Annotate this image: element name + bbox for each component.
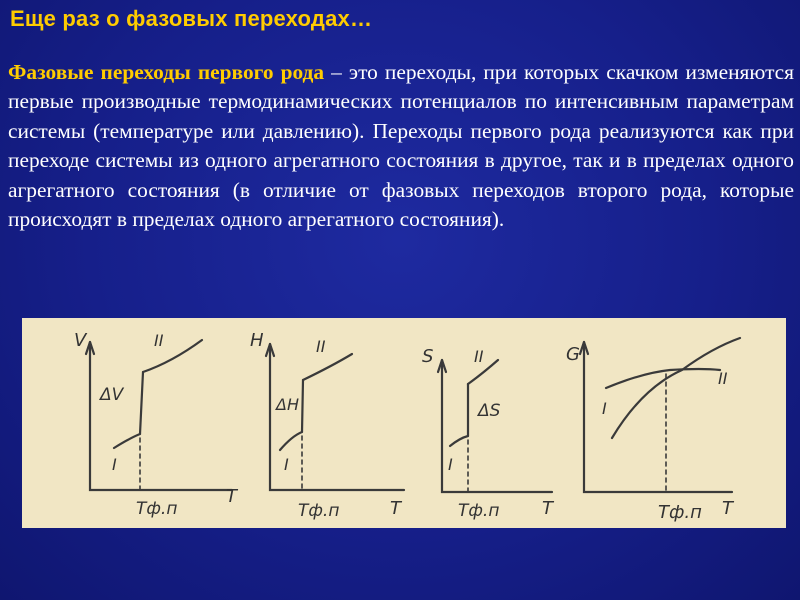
graph-h-jump-line	[302, 380, 303, 432]
graph-s-xlabel: T	[542, 498, 553, 519]
graph-v	[86, 340, 232, 490]
graph-v-transition-label: Tф.п	[136, 499, 178, 519]
graph-g-curve-phase-2	[606, 369, 720, 388]
term-first-order-transitions: Фазовые переходы первого рода	[8, 60, 325, 84]
graph-s-jump-label: ΔS	[478, 401, 501, 421]
graph-s	[438, 360, 552, 492]
phase-transition-graphs	[22, 318, 786, 528]
graph-v-ylabel: V	[74, 330, 87, 351]
graph-h-xlabel: T	[390, 498, 401, 519]
graph-g-curve-phase-1	[612, 338, 740, 438]
graph-v-xlabel: T	[226, 486, 237, 507]
graph-v-curve-phase-2	[143, 340, 202, 372]
graph-g-phase-2-label: II	[718, 369, 728, 388]
graph-g-transition-label: Tф.п	[658, 502, 702, 523]
definition-body: – это переходы, при которых скачком изменяются первые производные термодинамических потенциалов по интенсивным параметрам системы (температуре или давлению). Переходы первого рода реализуются как при переходе системы из одного агрегатного состояния в другое, так и в пределах одного агрегатного состояния (в отличие от фазовых переходов второго рода, которые происходят в пределах одного агрегатного состояния).	[8, 60, 795, 232]
graph-g-xlabel: T	[722, 498, 733, 519]
graph-h-phase-1-label: I	[284, 455, 289, 474]
graph-s-axes	[442, 360, 552, 492]
graph-s-curve-phase-1	[450, 436, 468, 446]
graph-v-phase-1-label: I	[112, 455, 117, 474]
phase-transition-figure	[22, 318, 786, 528]
graph-v-jump-line	[140, 372, 143, 434]
graph-v-curve-phase-1	[114, 434, 140, 448]
graph-v-phase-2-label: II	[154, 331, 164, 350]
graph-h-phase-2-label: II	[316, 337, 326, 356]
graph-h-axes	[270, 344, 404, 490]
graph-s-transition-label: Tф.п	[458, 501, 500, 521]
graph-v-jump-label: ΔV	[100, 385, 124, 405]
graph-g-phase-1-label: I	[602, 399, 607, 418]
graph-h-ylabel: H	[250, 330, 264, 351]
graph-s-ylabel: S	[422, 346, 434, 367]
graph-h-transition-label: Tф.п	[298, 501, 340, 521]
graph-h-curve-phase-1	[280, 432, 302, 450]
slide-title: Еще раз о фазовых переходах…	[10, 6, 373, 31]
definition-paragraph	[8, 58, 794, 234]
graph-h-jump-label: ΔH	[276, 395, 299, 414]
graph-s-phase-1-label: I	[448, 455, 453, 474]
graph-s-phase-2-label: II	[474, 347, 484, 366]
graph-h-curve-phase-2	[303, 354, 352, 380]
graph-g-ylabel: G	[566, 344, 580, 365]
